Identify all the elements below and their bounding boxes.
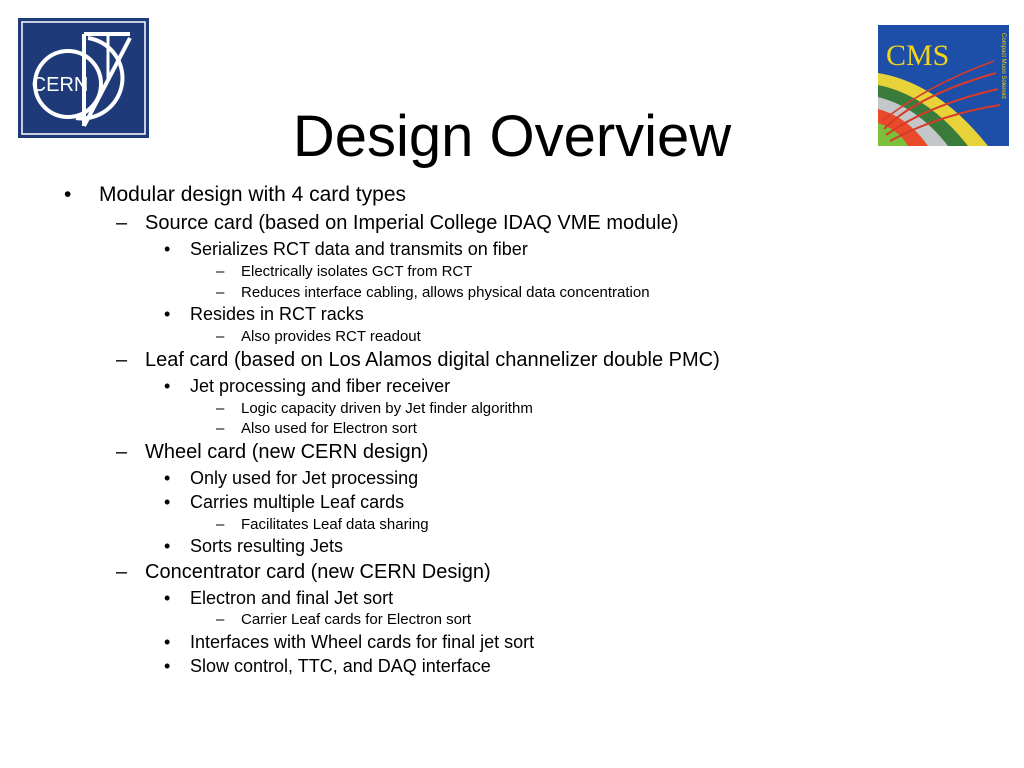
item-text: Carries multiple Leaf cards — [190, 492, 405, 512]
item-text: Leaf card (based on Los Alamos digital channelizer double PMC) — [145, 349, 720, 371]
bullet-marker: • — [64, 183, 72, 206]
item-text: Electron and final Jet sort — [190, 588, 394, 608]
bullet-marker: • — [164, 656, 171, 676]
item-text: Sorts resulting Jets — [190, 536, 344, 556]
item-text: Wheel card (new CERN design) — [145, 441, 429, 463]
dash-marker: – — [216, 284, 225, 301]
dash-marker: – — [216, 400, 225, 417]
item-text: Slow control, TTC, and DAQ interface — [190, 656, 491, 676]
dash-marker: – — [216, 328, 225, 345]
slide-title: Design Overview — [292, 103, 732, 169]
dash-marker: – — [216, 420, 225, 437]
cms-logo-subtitle: Compact Muon Solenoid — [1000, 33, 1006, 99]
item-text: Modular design with 4 card types — [99, 183, 406, 206]
dash-marker: – — [116, 561, 128, 583]
bullet-marker: • — [164, 536, 171, 556]
dash-marker: – — [216, 516, 225, 533]
bullet-marker: • — [164, 468, 171, 488]
bullet-marker: • — [164, 492, 171, 512]
bullet-marker: • — [164, 304, 171, 324]
bullet-marker: • — [164, 376, 171, 396]
item-text: Facilitates Leaf data sharing — [241, 516, 429, 533]
cms-logo-text: CMS — [886, 39, 950, 72]
item-text: Jet processing and fiber receiver — [190, 376, 451, 396]
item-text: Interfaces with Wheel cards for final jet sort — [190, 632, 535, 652]
dash-marker: – — [116, 441, 128, 463]
item-text: Serializes RCT data and transmits on fiber — [190, 239, 528, 259]
item-text: Carrier Leaf cards for Electron sort — [241, 611, 472, 628]
item-text: Also provides RCT readout — [241, 328, 421, 345]
cern-logo-text: CERN — [31, 74, 89, 96]
item-text: Concentrator card (new CERN Design) — [145, 561, 491, 583]
item-text: Reduces interface cabling, allows physical data concentration — [241, 284, 650, 301]
dash-marker: – — [116, 212, 128, 234]
bullet-marker: • — [164, 588, 171, 608]
bullet-marker: • — [164, 239, 171, 259]
item-text: Source card (based on Imperial College IDAQ VME module) — [145, 212, 679, 234]
item-text: Resides in RCT racks — [190, 304, 364, 324]
bullet-marker: • — [164, 632, 171, 652]
item-text: Only used for Jet processing — [190, 468, 419, 488]
item-text: Logic capacity driven by Jet finder algorithm — [241, 400, 533, 417]
dash-marker: – — [216, 263, 225, 280]
dash-marker: – — [116, 349, 128, 371]
dash-marker: – — [216, 611, 225, 628]
item-text: Electrically isolates GCT from RCT — [241, 263, 473, 280]
item-text: Also used for Electron sort — [241, 420, 417, 437]
